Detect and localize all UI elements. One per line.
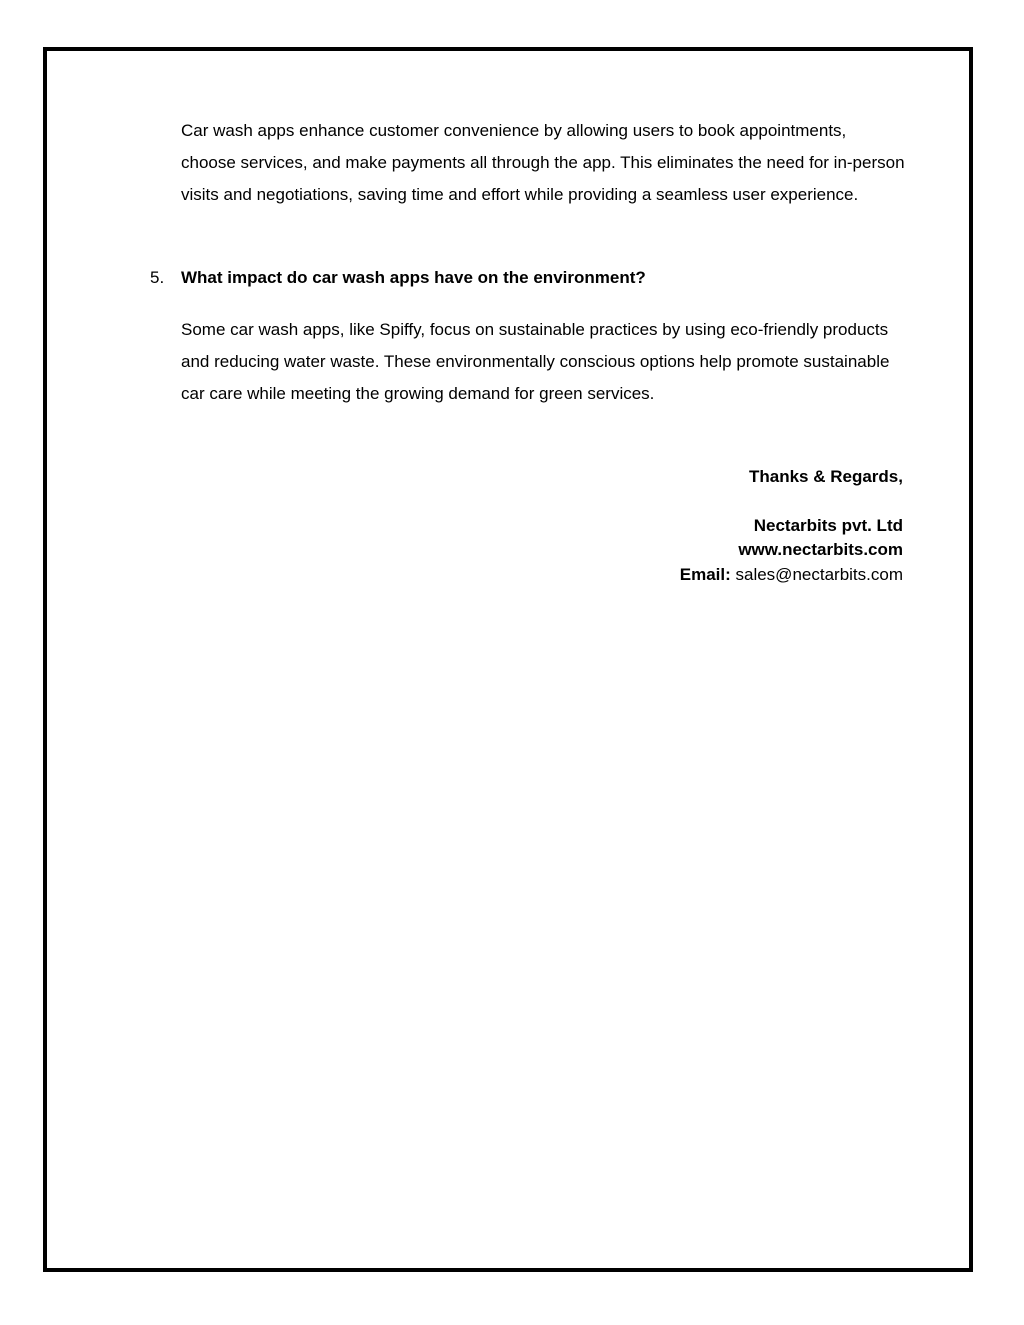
signature-website[interactable]: www.nectarbits.com bbox=[738, 540, 903, 559]
email-label: Email: bbox=[679, 565, 731, 584]
page-border bbox=[43, 47, 973, 1272]
email-link[interactable]: sales@nectarbits.com bbox=[735, 565, 903, 584]
answer-paragraph: Some car wash apps, like Spiffy, focus on sustainable practices by using eco-friendly products and reducing water waste. These environmentally conscious options help promote sustainable car care while meeting the growing demand for green services. bbox=[181, 320, 890, 403]
signature-company: Nectarbits pvt. Ltd bbox=[753, 516, 903, 535]
signature-regards: Thanks & Regards, bbox=[749, 467, 903, 486]
question-number: 5. bbox=[150, 268, 165, 287]
signature-email bbox=[680, 563, 903, 587]
intro-paragraph: Car wash apps enhance customer convenience by allowing users to book appointments, choose services, and make payments all through the app. This eliminates the need for in-person visits and negotiations, saving time and effort while providing a seamless user experience. bbox=[181, 121, 905, 204]
question-text: What impact do car wash apps have on the environment? bbox=[181, 268, 646, 287]
